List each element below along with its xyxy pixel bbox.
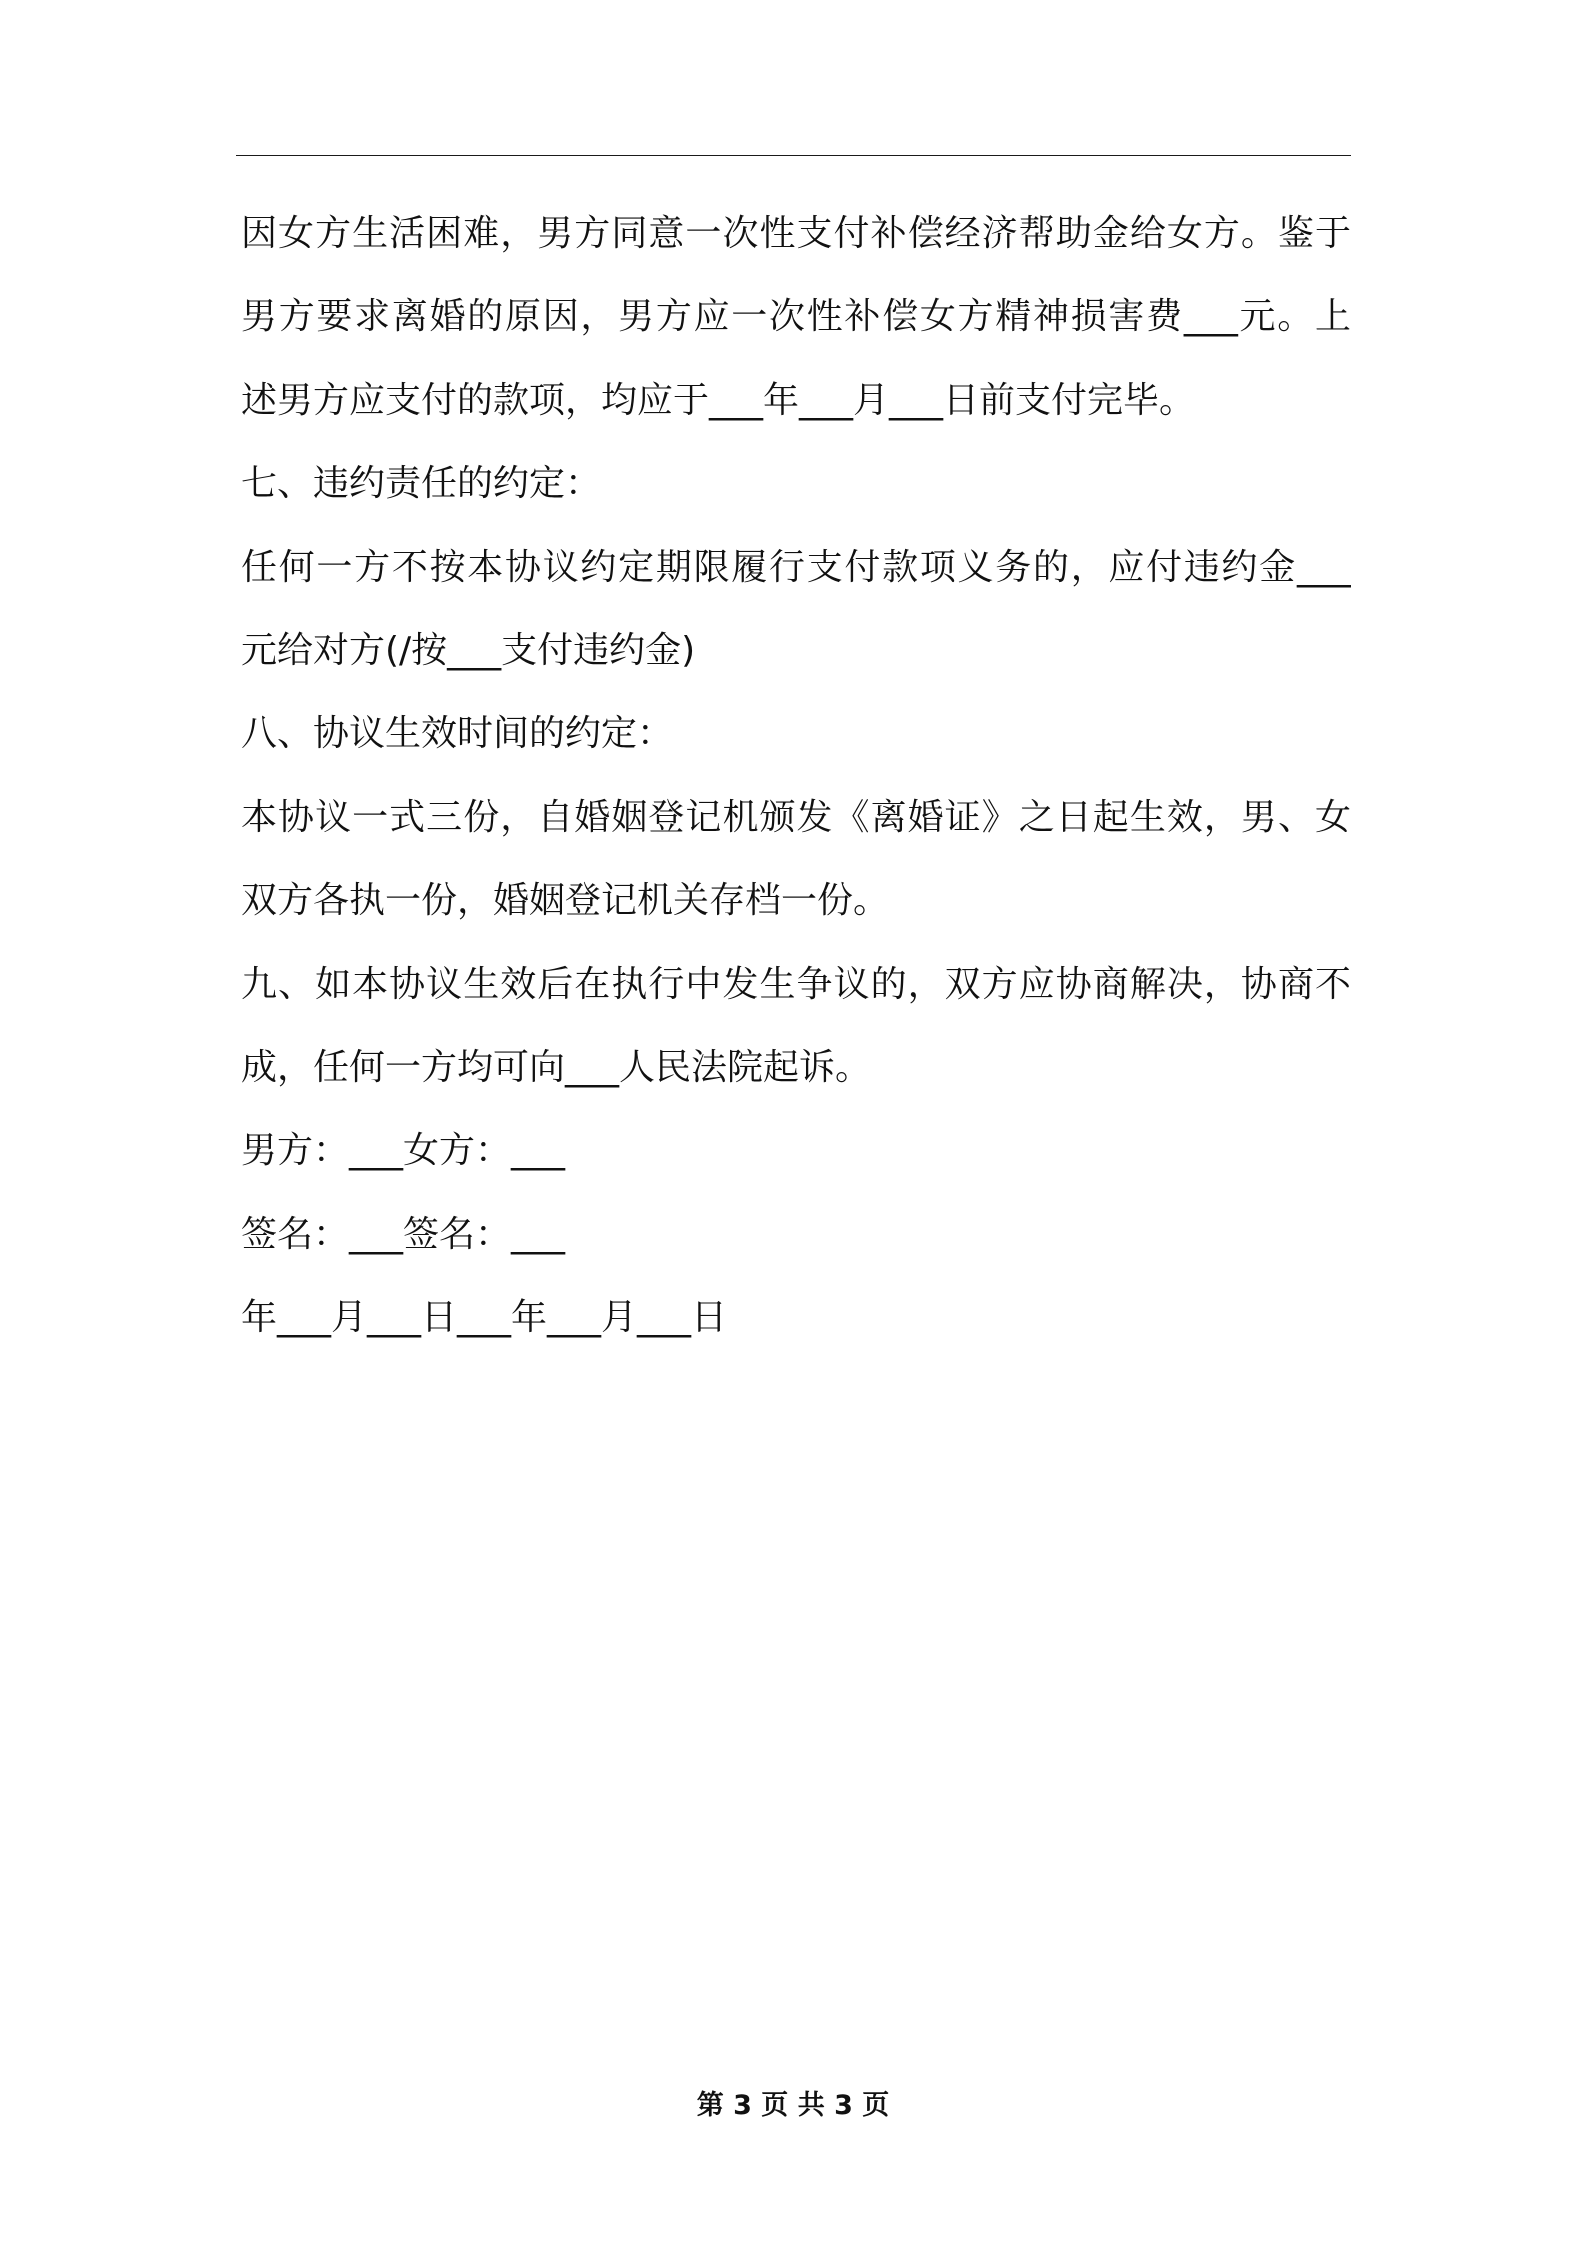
text-line: 成，任何一方均可向___人民法院起诉。 bbox=[241, 1046, 872, 1088]
header-rule bbox=[236, 155, 1351, 156]
text-line: 九、如本协议生效后在执行中发生争议的，双方应协商解决，协商不 bbox=[241, 963, 1351, 1005]
document-body bbox=[241, 192, 1351, 1359]
text-line: 元给对方(/按___支付违约金) bbox=[241, 629, 696, 671]
text-line: 述男方应支付的款项，均应于___年___月___日前支付完毕。 bbox=[241, 379, 1196, 421]
section-heading: 八、协议生效时间的约定： bbox=[241, 713, 674, 755]
signature-name-line: 签名：___签名：___ bbox=[241, 1213, 566, 1255]
section-heading: 七、违约责任的约定： bbox=[241, 463, 602, 505]
text-line: 任何一方不按本协议约定期限履行支付款项义务的，应付违约金___ bbox=[241, 546, 1351, 588]
signature-party-line: 男方：___女方：___ bbox=[241, 1130, 566, 1172]
text-line: 因女方生活困难，男方同意一次性支付补偿经济帮助金给女方。鉴于 bbox=[241, 213, 1351, 254]
text-line: 男方要求离婚的原因，男方应一次性补偿女方精神损害费___元。上 bbox=[241, 296, 1351, 338]
text-line: 本协议一式三份，自婚姻登记机颁发《离婚证》之日起生效，男、女 bbox=[241, 796, 1351, 838]
text-line: 双方各执一份，婚姻登记机关存档一份。 bbox=[241, 880, 890, 922]
signature-date-line: 年___月___日___年___月___日 bbox=[241, 1297, 728, 1339]
page-number: 第 3 页 共 3 页 bbox=[696, 2090, 890, 2121]
